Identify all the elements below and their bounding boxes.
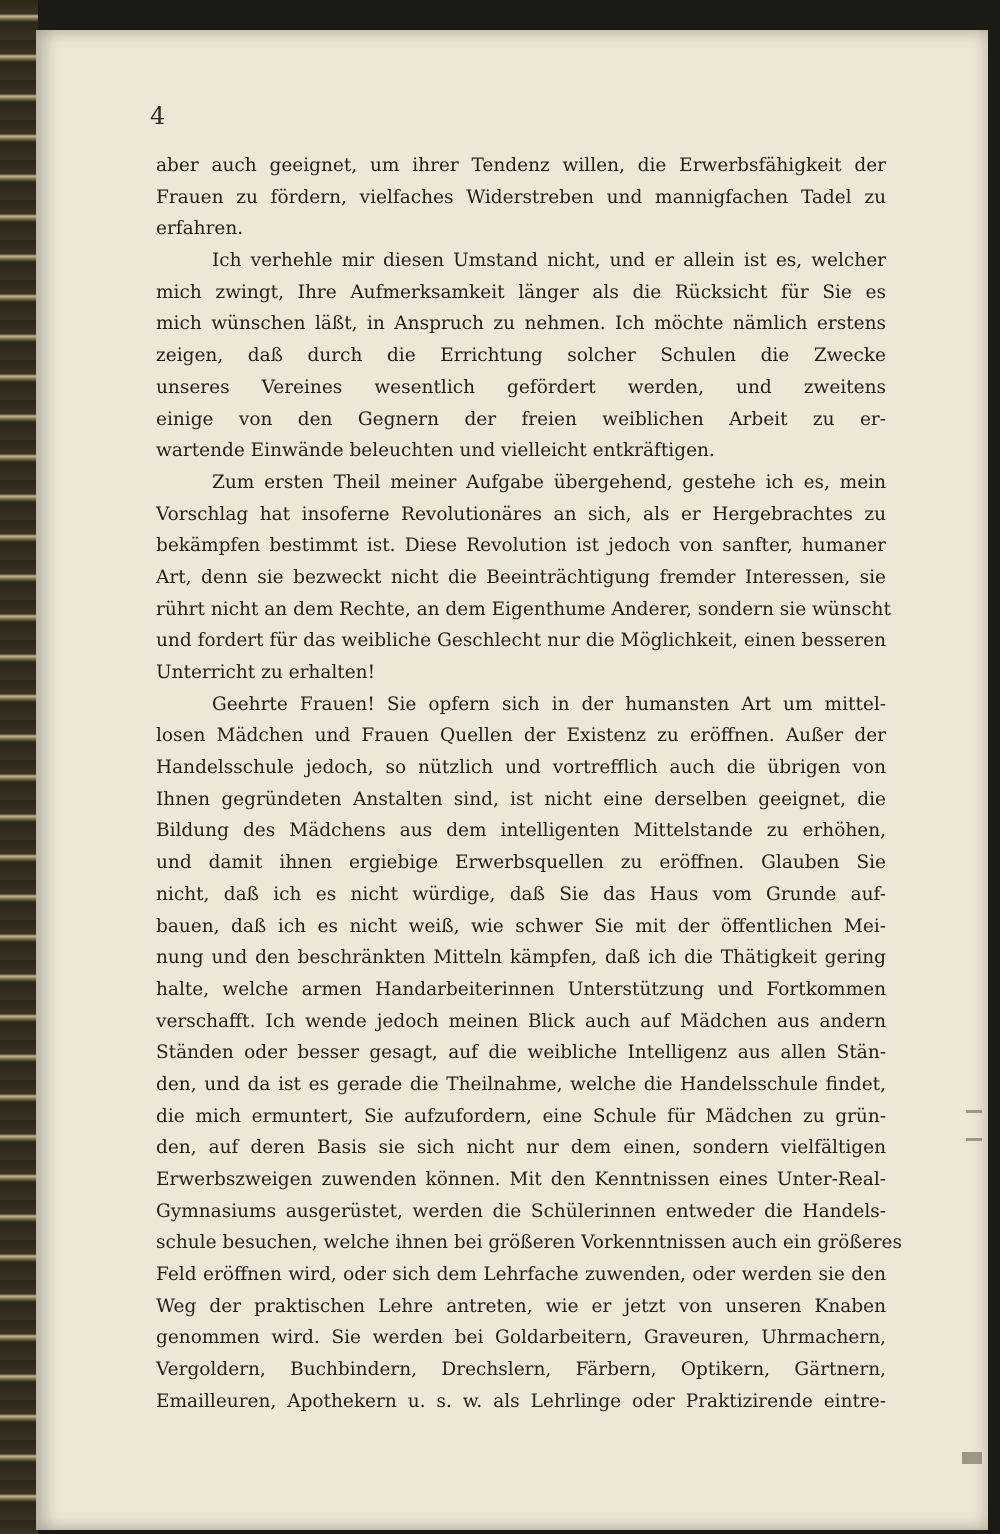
text-line: rührt nicht an dem Rechte, an dem Eigenthume Anderer, sondern sie wünscht — [156, 598, 891, 620]
text-line: Emailleuren, Apothekern u. s. w. als Lehrlinge oder Praktizirende eintre- — [156, 1390, 886, 1412]
text-line: nicht, daß ich es nicht würdige, daß Sie das Haus vom Grunde auf- — [156, 883, 886, 905]
text-line: mich zwingt, Ihre Aufmerksamkeit länger als die Rücksicht für Sie es — [156, 281, 886, 303]
text-line: Bildung des Mädchens aus dem intelligenten Mittelstande zu erhöhen, — [156, 820, 886, 842]
text-line: den, auf deren Basis sie sich nicht nur dem einen, sondern vielfältigen — [156, 1137, 886, 1159]
text-line: die mich ermuntert, Sie aufzufordern, eine Schule für Mädchen zu grün- — [156, 1105, 886, 1127]
book-page — [36, 30, 988, 1530]
margin-mark — [966, 1110, 982, 1113]
text-line: nung und den beschränkten Mitteln kämpfen, daß ich die Thätigkeit gering — [156, 947, 886, 969]
text-line: losen Mädchen und Frauen Quellen der Existenz zu eröffnen. Außer der — [156, 725, 886, 747]
text-line: Ihnen gegründeten Anstalten sind, ist nicht eine derselben geeignet, die — [156, 788, 886, 810]
text-line: Erwerbszweigen zuwenden können. Mit den Kenntnissen eines Unter-Real- — [156, 1169, 886, 1190]
margin-marks — [960, 30, 984, 1530]
text-line: Frauen zu fördern, vielfaches Widerstreben und mannigfachen Tadel zu — [156, 186, 886, 208]
text-line: verschafft. Ich wende jedoch meinen Blick auch auf Mädchen aus andern — [156, 1010, 886, 1032]
text-line: Gymnasiums ausgerüstet, werden die Schülerinnen entweder die Handels- — [156, 1200, 886, 1222]
text-line: Vorschlag hat insoferne Revolutionäres an sich, als er Hergebrachtes zu — [156, 503, 886, 525]
text-line: einige von den Gegnern der freien weiblichen Arbeit zu er- — [156, 408, 886, 430]
text-line: unseres Vereines wesentlich gefördert werden, und zweitens — [156, 376, 886, 398]
text-line: und damit ihnen ergiebige Erwerbsquellen zu eröffnen. Glauben Sie — [156, 852, 886, 874]
text-line: den, und da ist es gerade die Theilnahme, welche die Handelsschule findet, — [156, 1073, 886, 1095]
text-line: Geehrte Frauen! Sie opfern sich in der humansten Art um mittel- — [212, 693, 886, 715]
text-line: Vergoldern, Buchbindern, Drechslern, Färbern, Optikern, Gärtnern, — [156, 1359, 886, 1381]
text-line: schule besuchen, welche ihnen bei größeren Vorkenntnissen auch ein größeres — [156, 1232, 902, 1254]
text-line: und fordert für das weibliche Geschlecht nur die Möglichkeit, einen besseren — [156, 630, 886, 652]
page-number: 4 — [150, 102, 166, 130]
text-line: Weg der praktischen Lehre antreten, wie er jetzt von unseren Knaben — [156, 1295, 886, 1317]
text-line: Unterricht zu erhalten! — [156, 662, 376, 683]
text-line: Ständen oder besser gesagt, auf die weibliche Intelligenz aus allen Stän- — [156, 1042, 886, 1064]
text-line: Handelsschule jedoch, so nützlich und vortrefflich auch die übrigen von — [156, 757, 886, 779]
text-line: zeigen, daß durch die Errichtung solcher Schulen die Zwecke — [156, 345, 886, 367]
text-line: mich wünschen läßt, in Anspruch zu nehmen. Ich möchte nämlich erstens — [156, 313, 886, 335]
text-line: erfahren. — [156, 218, 244, 240]
book-spine — [0, 0, 38, 1534]
text-line: Feld eröffnen wird, oder sich dem Lehrfache zuwenden, oder werden sie den — [156, 1264, 886, 1286]
text-line: halte, welche armen Handarbeiterinnen Unterstützung und Fortkommen — [156, 978, 886, 1000]
margin-mark — [962, 1452, 982, 1464]
text-line: Zum ersten Theil meiner Aufgabe übergehend, gestehe ich es, mein — [212, 471, 886, 493]
text-line: bauen, daß ich es nicht weiß, wie schwer Sie mit der öffentlichen Mei- — [156, 915, 886, 937]
text-line: aber auch geeignet, um ihrer Tendenz willen, die Erwerbsfähigkeit der — [156, 155, 886, 176]
body-text — [156, 150, 902, 1418]
text-line: genommen wird. Sie werden bei Goldarbeitern, Graveuren, Uhrmachern, — [156, 1327, 886, 1349]
text-line: wartende Einwände beleuchten und vielleicht entkräftigen. — [156, 440, 715, 462]
text-line: bekämpfen bestimmt ist. Diese Revolution ist jedoch von sanfter, humaner — [156, 535, 886, 557]
text-line: Ich verhehle mir diesen Umstand nicht, und er allein ist es, welcher — [212, 250, 886, 272]
text-line: Art, denn sie bezweckt nicht die Beeinträchtigung fremder Interessen, sie — [156, 566, 886, 588]
margin-mark — [966, 1138, 982, 1141]
